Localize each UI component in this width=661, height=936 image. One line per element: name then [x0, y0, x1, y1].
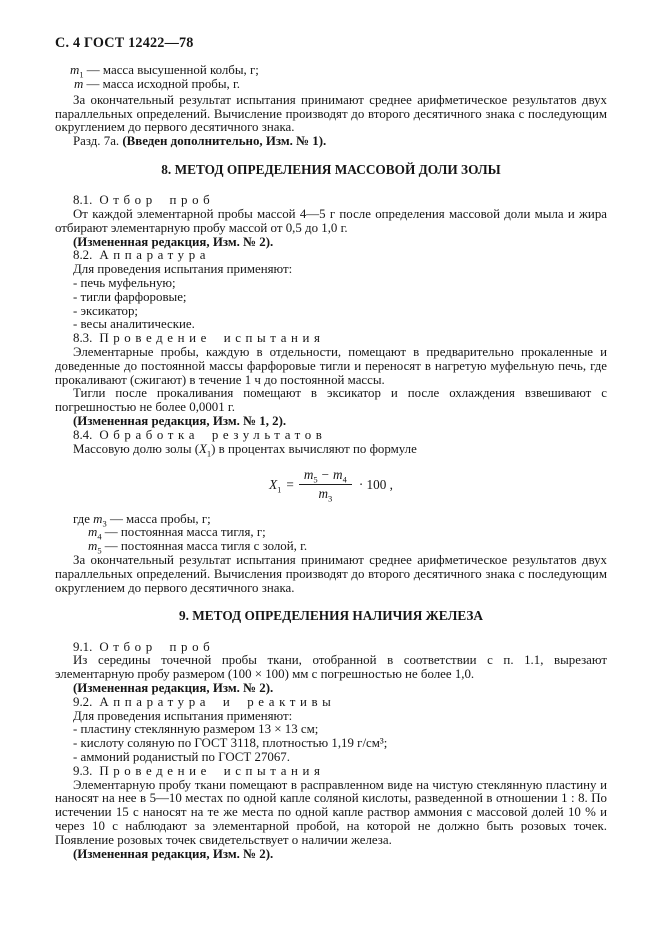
formula-comma: ,	[389, 476, 393, 492]
variable-x-subscript: 1	[277, 484, 282, 495]
formula-ash-mass-fraction	[55, 467, 607, 505]
subsection-9-2-title: Аппаратура и реактивы	[99, 694, 336, 709]
subsection-8-2-number: 8.2.	[73, 248, 93, 263]
variable-m: m	[74, 76, 84, 91]
section-9-heading: 9. МЕТОД ОПРЕДЕЛЕНИЯ НАЛИЧИЯ ЖЕЛЕЗА	[178, 608, 484, 624]
variable-m3-subscript: 3	[327, 494, 333, 505]
amendment-note-9-1: (Измененная редакция, Изм. № 2).	[73, 680, 274, 695]
equals-sign: =	[286, 476, 294, 492]
subsection-9-3-number: 9.3.	[73, 763, 93, 778]
variable-m5: m	[88, 539, 98, 554]
amendment-note-9-3: (Измененная редакция, Изм. № 2).	[73, 846, 274, 861]
list-item: - печь муфельную;	[73, 275, 176, 290]
variable-m4: m	[88, 525, 98, 540]
variable-m3: m	[318, 486, 328, 502]
where-row-m4	[55, 526, 607, 540]
factor-100: 100	[366, 476, 387, 492]
variable-m1-subscript: 1	[79, 69, 84, 80]
list-item: - весы аналитические.	[73, 317, 195, 332]
equipment-list-9-2	[55, 723, 607, 764]
subsection-9-3-heading	[55, 765, 607, 779]
paragraph-8-2-intro: Для проведения испытания применяют:	[73, 262, 293, 277]
variable-m5: m	[303, 467, 314, 483]
definition-m-text: — масса исходной пробы, г.	[83, 76, 240, 91]
where-row-m3	[55, 513, 607, 527]
variable-m4-subscript: 4	[342, 474, 347, 485]
subsection-9-1-title: Отбор проб	[99, 639, 215, 654]
definition-m1	[70, 64, 607, 78]
razd-7a-prefix: Разд. 7а.	[73, 134, 123, 149]
subsection-8-4-title: Обработка результатов	[99, 427, 327, 442]
variable-m3-subscript: 3	[102, 518, 107, 529]
intro-definition-list	[55, 64, 607, 92]
definition-m	[70, 78, 607, 92]
formula-lhs	[269, 476, 282, 495]
multiplication-dot: ·	[358, 476, 364, 492]
paragraph-8-4-lead	[55, 443, 607, 457]
subsection-8-4-number: 8.4.	[73, 427, 93, 442]
subsection-9-2-number: 9.2.	[73, 694, 93, 709]
variable-x: X	[269, 476, 278, 492]
equipment-list-8-2	[55, 277, 607, 332]
variable-m3: m	[93, 511, 103, 526]
subsection-8-3-number: 8.3.	[73, 331, 93, 346]
fraction-denominator	[318, 485, 333, 505]
fraction-numerator	[299, 468, 352, 485]
variable-m5-subscript: 5	[313, 474, 318, 485]
where-m3-text: — масса пробы, г;	[106, 511, 211, 526]
subsection-8-1-heading	[55, 194, 607, 208]
paragraph-8-3-1: Элементарные пробы, каждую в отдельности, помещают в предварительно прокаленные и доведенные до постоянной массы фарфоровые тигли и переносят в нагретую муфельную печь, где прокаливают (сжигают) в течение 1 ч до постоянной массы.	[55, 344, 607, 387]
subsection-8-3-title: Проведение испытания	[99, 331, 325, 346]
formula-lead-post: ) в процентах вычисляют по формуле	[211, 441, 417, 456]
subsection-9-1-number: 9.1.	[73, 639, 93, 654]
variable-m1: m	[70, 63, 80, 78]
variable-x1: X	[199, 441, 207, 456]
formula-where-list	[55, 513, 607, 554]
paragraph-8-3-2: Тигли после прокаливания помещают в эксикатор и после охлаждения взвешивают с погрешностью не более 0,0001 г.	[55, 386, 607, 415]
list-item: - тигли фарфоровые;	[73, 289, 187, 304]
amendment-note-8-3: (Измененная редакция, Изм. № 1, 2).	[73, 413, 287, 428]
minus-sign: −	[321, 467, 330, 483]
fraction	[299, 467, 352, 505]
definition-m1-text: — масса высушенной колбы, г;	[83, 63, 259, 78]
where-m4-text: — постоянная масса тигля, г;	[101, 525, 266, 540]
intro-result-paragraph: За окончательный результат испытания принимают среднее арифметическое результатов двух параллельных определений. Вычисление производят до второго десятичного знака с последующим округлением до первого десятичного знака.	[55, 92, 607, 135]
subsection-9-3-title: Проведение испытания	[99, 763, 325, 778]
razd-7a-amendment: (Введен дополнительно, Изм. № 1).	[122, 134, 327, 149]
list-item: - пластину стеклянную размером 13 × 13 см;	[73, 722, 319, 737]
razd-7a-note	[55, 135, 607, 149]
list-item: - аммоний роданистый по ГОСТ 27067.	[73, 749, 290, 764]
subsection-8-3-heading	[55, 332, 607, 346]
subsection-8-1-title: Отбор проб	[99, 193, 215, 208]
formula-multiplier	[359, 478, 393, 492]
subsection-8-1-number: 8.1.	[73, 193, 93, 208]
paragraph-9-2-intro: Для проведения испытания применяют:	[73, 708, 293, 723]
paragraph-9-1: Из середины точечной пробы ткани, отобранной в соответствии с п. 1.1, вырезают элементарную пробу размером (100 × 100) мм с погрешностью не более 1,0.	[55, 653, 607, 682]
where-m5-text: — постоянная масса тигля с золой, г.	[101, 539, 308, 554]
subsection-9-2-heading	[55, 696, 607, 710]
where-lead: где	[73, 511, 94, 526]
variable-m5-subscript: 5	[97, 545, 102, 556]
subsection-8-2-heading	[55, 249, 607, 263]
variable-m4: m	[333, 467, 343, 483]
paragraph-8-1: От каждой элементарной пробы массой 4—5 г после определения массовой доли мыла и жира отбирают элементарную пробу массой от 0,5 до 1,0 г.	[55, 206, 607, 235]
variable-m4-subscript: 4	[97, 531, 102, 542]
formula-lead-pre: Массовую долю золы (	[73, 441, 200, 456]
variable-x1-subscript: 1	[206, 448, 212, 459]
paragraph-9-3: Элементарную пробу ткани помещают в расправленном виде на чистую стеклянную пластину и наносят на нее в 5—10 местах по одной капле соляной кислоты, разведенной в отношении 1 : 8. По истечении 15 с наносят на те же места по одной капле раствор аммония с массовой долей 10 % и через 10 с наблюдают за элементарной пробой, на которой не должно быть розовых точек. Появление розовых точек свидетельствует о наличии железа.	[55, 777, 607, 847]
list-item: - кислоту соляную по ГОСТ 3118, плотностью 1,19 г/см³;	[73, 736, 388, 751]
section-8-heading: 8. МЕТОД ОПРЕДЕЛЕНИЯ МАССОВОЙ ДОЛИ ЗОЛЫ	[161, 161, 501, 177]
page-header: С. 4 ГОСТ 12422—78	[55, 35, 194, 51]
list-item: - эксикатор;	[73, 303, 139, 318]
subsection-8-4-heading	[55, 429, 607, 443]
subsection-9-1-heading	[55, 641, 607, 655]
subsection-8-2-title: Аппаратура	[99, 248, 211, 263]
amendment-note-8-1: (Измененная редакция, Изм. № 2).	[73, 234, 274, 249]
where-row-m5	[55, 540, 607, 554]
paragraph-8-4-result: За окончательный результат испытания принимают среднее арифметическое результатов двух параллельных определений. Вычисления производят до второго десятичного знака с последующим округлением до первого десятичного знака.	[55, 552, 607, 595]
